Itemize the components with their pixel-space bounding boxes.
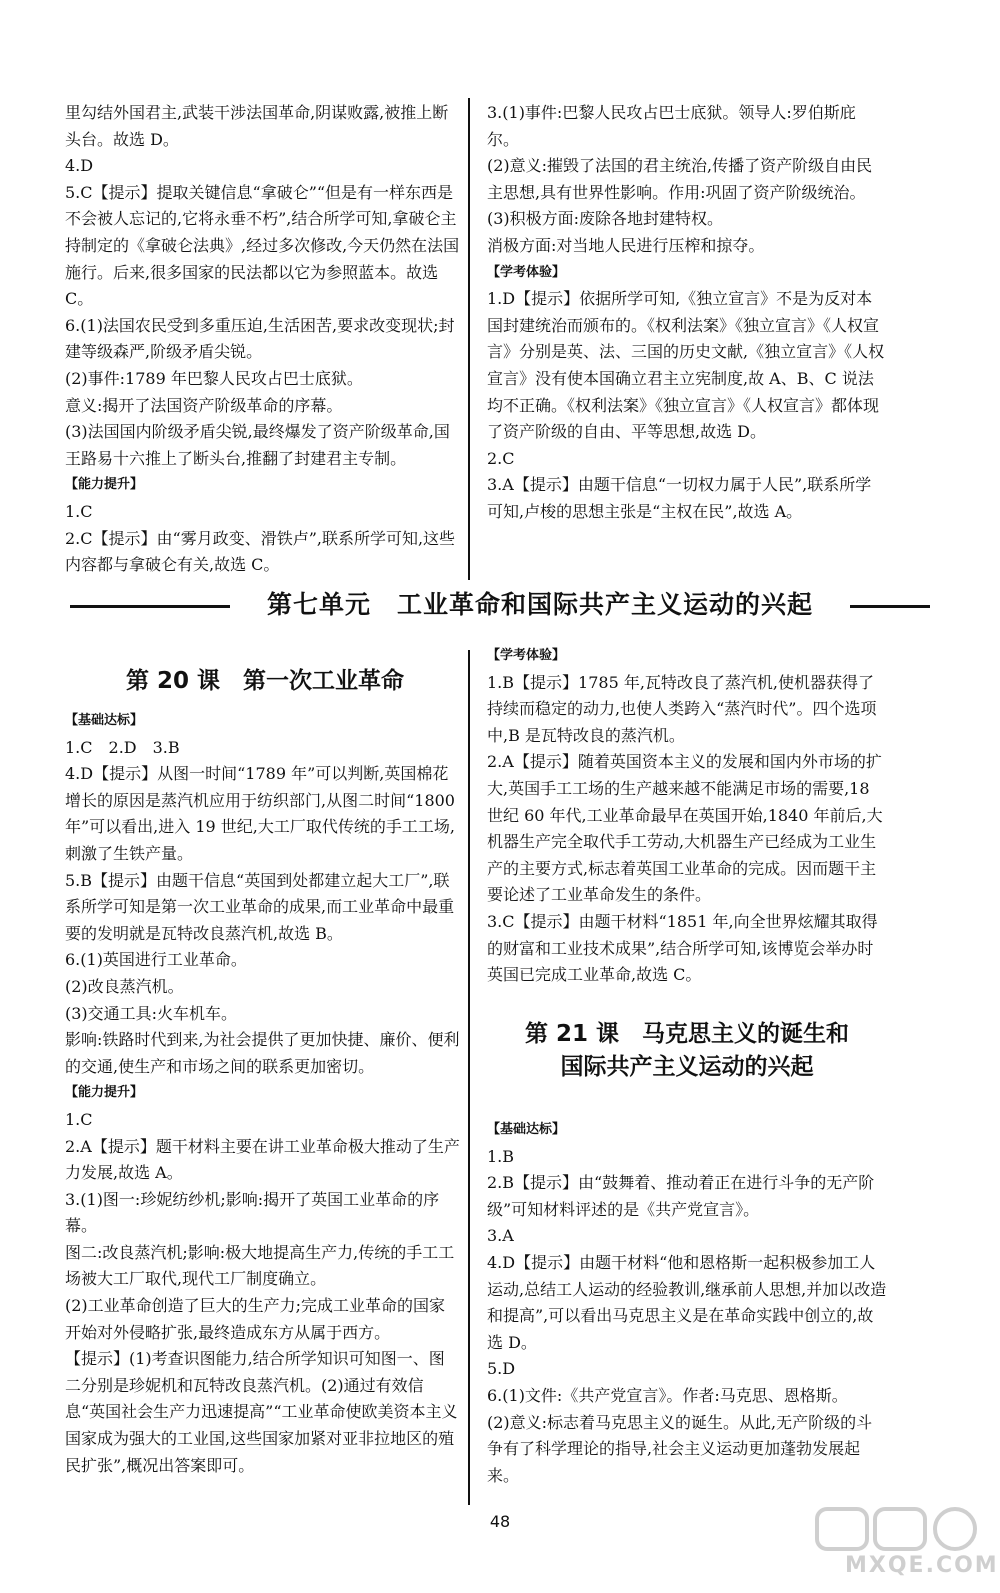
answer-paragraph: 5.C【提示】提取关键信息“拿破仑”“但是有一样东西是不会被人忘记的,它将永垂不朽”,结合所学可知,拿破仑主持制定的《拿破仑法典》,经过多次修改,今天仍然在法国施行。后来,很多国家的民法都以它为参照蓝本。故选 C。 — [65, 182, 460, 309]
answer-paragraph: 4.D【提示】由题干材料“他和恩格斯一起积极参加工人运动,总结工人运动的经验教训,继承前人思想,并加以改造和提高”,可以看出马克思主义是在革命实践中创立的,故选 D。 — [487, 1252, 887, 1352]
section-tag: 【学考体验】 — [487, 648, 566, 663]
answer-paragraph: 图二:改良蒸汽机;影响:极大地提高生产力,传统的手工工场被大工厂取代,现代工厂制度确立。 — [65, 1242, 455, 1289]
section-tag: 【能力提升】 — [65, 1085, 144, 1101]
answer-paragraph: 6.(1)法国农民受到多重压迫,生活困苦,要求改变现状;封建等级森严,阶级矛盾尖锐。 — [65, 315, 455, 362]
watermark-logo — [815, 1505, 999, 1585]
answer-paragraph: 5.D — [487, 1359, 516, 1379]
answer-paragraph: 3.A — [487, 1226, 514, 1246]
bottom-left-column — [65, 708, 460, 1479]
answer-paragraph: (2)工业革命创造了巨大的生产力;完成工业革命的国家开始对外侵略扩张,最终造成东方从属于西方。 — [65, 1296, 446, 1342]
lesson21-title-line1: 第 21 课 马克思主义的诞生和 — [524, 1021, 850, 1047]
answer-paragraph: 6.(1)文件:《共产党宣言》。作者:马克思、恩格斯。 — [487, 1385, 848, 1405]
answer-paragraph: 2.A【提示】题干材料主要在讲工业革命极大推动了生产力发展,故选 A。 — [65, 1136, 460, 1183]
answer-paragraph: 【提示】(1)考查识图能力,结合所学知识可知图一、图二分别是珍妮机和瓦特改良蒸汽机。(2)通过有效信息“英国社会生产力迅速提高”“工业革命使欧美资本主义国家成为强大的工业国,这些国家加紧对亚非拉地区的殖民扩张”,概况出答案即可。 — [65, 1349, 458, 1475]
answer-paragraph: 5.B【提示】由题干信息“英国到处都建立起大工厂”,联系所学可知是第一次工业革命的成果,而工业革命中最重要的发明就是瓦特改良蒸汽机,故选 B。 — [65, 870, 455, 943]
top-column-divider — [468, 98, 470, 580]
watermark-text: MXQE.COM — [845, 1553, 999, 1578]
answer-paragraph: (3)积极方面:废除各地封建特权。 — [487, 209, 724, 229]
answer-paragraph: 影响:铁路时代到来,为社会提供了更加快捷、廉价、便利的交通,使生产和市场之间的联系更加密切。 — [65, 1030, 460, 1076]
section-tag: 【基础达标】 — [65, 713, 144, 728]
answer-paragraph: 4.D — [65, 156, 94, 176]
section-tag: 【基础达标】 — [487, 1122, 566, 1137]
answer-paragraph: 1.C — [65, 1109, 93, 1129]
answer-paragraph: 3.C【提示】由题干材料“1851 年,向全世界炫耀其取得的财富和工业技术成果”,结合所学可知,该博览会举办时英国已完成工业革命,故选 C。 — [487, 911, 878, 985]
answer-paragraph: 3.A【提示】由题干信息“一切权力属于人民”,联系所学可知,卢梭的思想主张是“主权在民”,故选 A。 — [487, 475, 872, 521]
answer-paragraph: 6.(1)英国进行工业革命。 — [65, 950, 247, 970]
lesson20-title: 第 20 课 第一次工业革命 — [125, 668, 405, 694]
answer-paragraph: (3)交通工具:火车机车。 — [65, 1003, 238, 1023]
answer-paragraph: 1.C — [65, 501, 93, 521]
answer-paragraph: 里勾结外国君主,武装干涉法国革命,阴谋败露,被推上断头台。故选 D。 — [65, 103, 449, 149]
answer-paragraph: 4.D【提示】从图一时间“1789 年”可以判断,英国棉花增长的原因是蒸汽机应用于纺织部门,从图二时间“1800 年”可以看出,进入 19 世纪,大工厂取代传统的手工工场,刺激了生铁产量。 — [65, 764, 455, 863]
answer-paragraph: 意义:揭开了法国资产阶级革命的序幕。 — [65, 395, 343, 415]
bottom-column-divider — [468, 650, 470, 1505]
answer-paragraph: 消极方面:对当地人民进行压榨和掠夺。 — [487, 235, 765, 255]
answer-paragraph: 1.B — [487, 1146, 515, 1166]
answer-paragraph: 1.C 2.D 3.B — [65, 737, 180, 757]
section-tag: 【学考体验】 — [487, 264, 566, 280]
bottom-right-column-b — [487, 1117, 887, 1489]
unit-heading — [70, 588, 930, 622]
answer-paragraph: 2.A【提示】随着英国资本主义的发展和国内外市场的扩大,英国手工工场的生产越来越不能满足市场的需要,18 世纪 60 年代,工业革命最早在英国开始,1840 年前后,大机器生产完全取代手工劳动,大机器生产已经成为工业生产的主要方式,标志着英国工业革命的完成。因而题干主要论述了工业革命发生的条件。 — [487, 752, 883, 905]
answer-paragraph: (2)意义:标志着马克思主义的诞生。从此,无产阶级的斗争有了科学理论的指导,社会主义运动更加蓬勃发展起来。 — [487, 1412, 873, 1485]
answer-paragraph: 3.(1)图一:珍妮纺纱机;影响:揭开了英国工业革命的序幕。 — [65, 1189, 440, 1236]
answer-paragraph: 1.B【提示】1785 年,瓦特改良了蒸汽机,使机器获得了持续而稳定的动力,也使人类跨入“蒸汽时代”。四个选项中,B 是瓦特改良的蒸汽机。 — [487, 672, 877, 745]
top-right-column — [487, 100, 887, 526]
answer-paragraph: 1.D【提示】依据所学可知,《独立宣言》不是为反对本国封建统治而颁布的。《权利法案》《独立宣言》《人权宣言》分别是英、法、三国的历史文献,《独立宣言》《人权宣言》没有使本国确立君主立宪制度,故 A、B、C 说法均不正确。《权利法案》《独立宣言》《人权宣言》都体现了资产阶级的自由、平等思想,故选 D。 — [487, 289, 885, 442]
answer-paragraph: 3.(1)事件:巴黎人民攻占巴士底狱。领导人:罗伯斯庇尔。 — [487, 103, 856, 149]
answer-paragraph: (2)意义:摧毁了法国的君主统治,传播了资产阶级自由民主思想,具有世界性影响。作用:巩固了资产阶级统治。 — [487, 156, 873, 202]
unit-left-rule — [70, 605, 230, 608]
unit-title: 第七单元 工业革命和国际共产主义运动的兴起 — [266, 590, 813, 619]
lesson21-title-line2: 国际共产主义运动的兴起 — [560, 1054, 814, 1080]
answer-paragraph: 2.C【提示】由“雾月政变、滑铁卢”,联系所学可知,这些内容都与拿破仑有关,故选 C。 — [65, 528, 456, 575]
bottom-right-column-a — [487, 643, 887, 989]
watermark-icon — [815, 1505, 990, 1555]
lesson21-title — [487, 1018, 887, 1084]
unit-right-rule — [850, 605, 930, 608]
answer-paragraph: (2)事件:1789 年巴黎人民攻占巴士底狱。 — [65, 368, 363, 388]
answer-paragraph: 2.C — [487, 448, 515, 468]
top-left-column — [65, 100, 460, 579]
answer-paragraph: (2)改良蒸汽机。 — [65, 976, 184, 996]
page-number: 48 — [489, 1512, 511, 1531]
answer-paragraph: 2.B【提示】由“鼓舞着、推动着正在进行斗争的无产阶级”可知材料评述的是《共产党宣言》。 — [487, 1173, 875, 1219]
answer-paragraph: (3)法国国内阶级矛盾尖锐,最终爆发了资产阶级革命,国王路易十六推上了断头台,推翻了封建君主专制。 — [65, 422, 450, 468]
section-tag: 【能力提升】 — [65, 477, 144, 493]
